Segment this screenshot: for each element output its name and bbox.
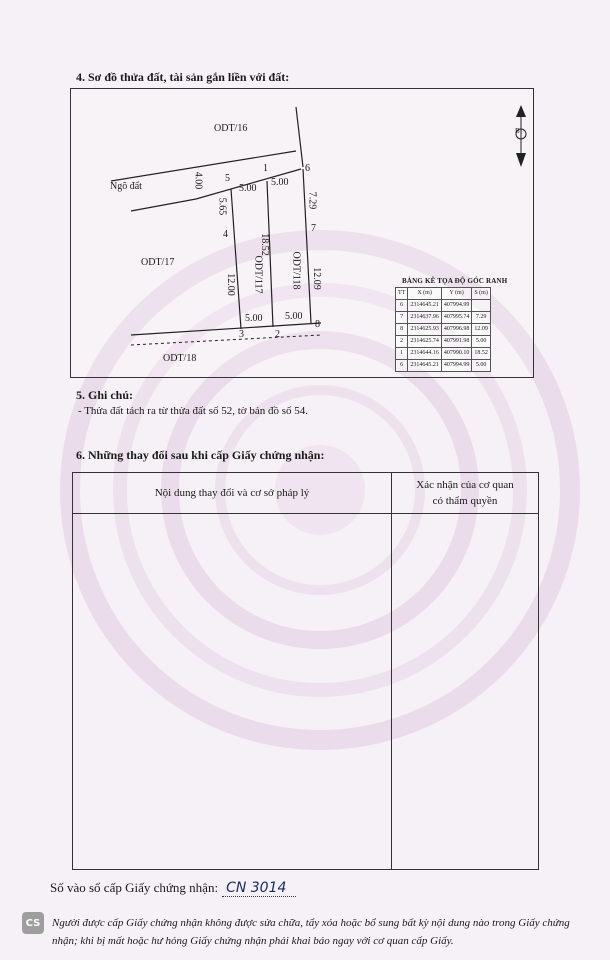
dim-center: 18.52 [258, 233, 270, 256]
authority-header-line1: Xác nhận của cơ quan [416, 479, 514, 491]
road-label: Ngõ đất [110, 181, 142, 192]
table-cell: 7.29 [472, 312, 491, 324]
table-cell: 5.00 [472, 360, 491, 372]
table-cell: 2 [396, 336, 408, 348]
table-cell: 18.52 [472, 348, 491, 360]
section-4-title: 4. Sơ đồ thửa đất, tài sản gắn liền với đất: [76, 70, 290, 84]
header-divider [73, 513, 538, 514]
parcel-odt117: ODT/117 [252, 255, 264, 294]
dim-right-lower: 12.09 [310, 267, 322, 290]
table-cell [472, 300, 491, 312]
point-2: 2 [275, 329, 280, 340]
dim-bottom-right: 5.00 [285, 311, 303, 322]
table-cell: 2314644.16 [408, 348, 442, 360]
point-7: 7 [311, 223, 316, 234]
table-cell: 2314645.21 [408, 360, 442, 372]
changes-table [72, 472, 539, 870]
point-4: 4 [223, 229, 228, 240]
dim-right-upper: 7.29 [306, 191, 318, 210]
table-row [396, 324, 491, 336]
table-cell: 6 [396, 360, 408, 372]
neighbor-odt16: ODT/16 [214, 123, 248, 134]
table-cell: 407991.98 [441, 336, 472, 348]
section-5-title: 5. Ghi chú: [76, 388, 134, 402]
table-row [396, 348, 491, 360]
north-label: B [515, 127, 520, 135]
changes-col-content-header: Nội dung thay đổi và cơ sở pháp lý [73, 473, 391, 514]
point-3: 3 [239, 329, 244, 340]
table-cell: 8 [396, 324, 408, 336]
column-divider [391, 473, 392, 869]
section-6-title: 6. Những thay đổi sau khi cấp Giấy chứng nhận: [76, 448, 325, 462]
dim-left-upper: 5.65 [216, 197, 228, 216]
table-row [396, 360, 491, 372]
table-cell: 407994.99 [441, 360, 472, 372]
col-header: Y (m) [441, 288, 472, 300]
road-width: 4.00 [192, 171, 204, 190]
neighbor-odt17: ODT/17 [141, 257, 175, 268]
registration-line [50, 880, 296, 896]
section-5-note: - Thửa đất tách ra từ thửa đất số 52, tờ bản đồ số 54. [78, 405, 309, 417]
point-8: 8 [315, 319, 320, 330]
col-header: S (m) [472, 288, 491, 300]
neighbor-odt18: ODT/18 [163, 353, 197, 364]
table-cell: 7 [396, 312, 408, 324]
table-cell: 2314637.96 [408, 312, 442, 324]
changes-col-authority-header [392, 473, 538, 514]
table-cell: 2314625.74 [408, 336, 442, 348]
dim-left-lower: 12.00 [224, 273, 236, 296]
coord-table-title: BẢNG KÊ TỌA ĐỘ GÓC RANH [402, 277, 508, 285]
table-cell: 2314625.93 [408, 324, 442, 336]
table-row [396, 336, 491, 348]
table-cell: 12.09 [472, 324, 491, 336]
footer-note: Người được cấp Giấy chứng nhận không được sửa chữa, tẩy xóa hoặc bổ sung bất kỳ nội dung nào trong Giấy chứng nhận; khi bị mất hoặc hư hỏng Giấy chứng nhận phải khai báo ngay với cơ quan cấp Giấy. [52, 917, 570, 947]
col-header: X (m) [408, 288, 442, 300]
authority-header-line2: có thẩm quyền [432, 495, 498, 507]
parcel-odt118: ODT/118 [290, 251, 302, 290]
point-1: 1 [263, 163, 268, 174]
point-6: 6 [305, 163, 310, 174]
table-cell: 6 [396, 300, 408, 312]
table-row [396, 312, 491, 324]
table-cell: 407990.10 [441, 348, 472, 360]
registration-number: CN 3014 [222, 880, 296, 897]
dim-top-right: 5.00 [271, 177, 289, 188]
table-cell: 1 [396, 348, 408, 360]
dim-bottom-left: 5.00 [245, 313, 263, 324]
dim-top-left: 5.00 [239, 183, 257, 194]
table-cell: 407996.98 [441, 324, 472, 336]
table-cell: 5.00 [472, 336, 491, 348]
table-cell: 407994.99 [441, 300, 472, 312]
table-cell: 2314645.21 [408, 300, 442, 312]
point-5: 5 [225, 173, 230, 184]
table-row [396, 300, 491, 312]
coord-table [395, 287, 491, 372]
registration-label: Số vào sổ cấp Giấy chứng nhận: [50, 880, 219, 895]
table-cell: 407995.74 [441, 312, 472, 324]
col-header: TT [396, 288, 408, 300]
camscanner-watermark-icon: CS [22, 912, 44, 934]
table-header-row [396, 288, 491, 300]
